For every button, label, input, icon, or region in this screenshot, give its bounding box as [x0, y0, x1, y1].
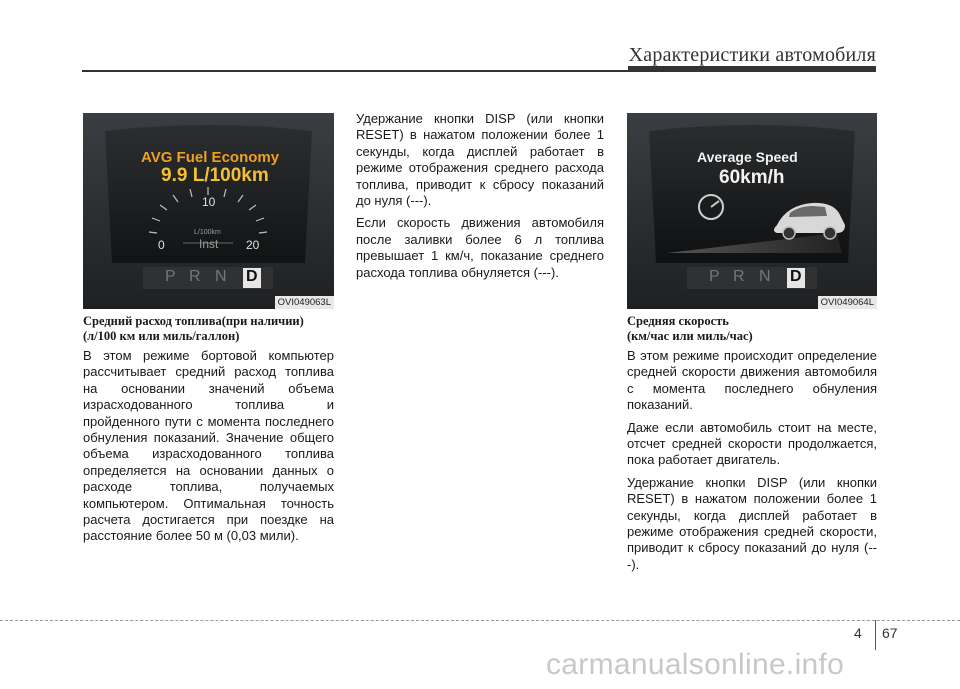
fuel-display-value: 9.9 L/100km	[161, 165, 269, 186]
body-paragraph: В этом режиме происходит определение средней скорости движения автомобиля с момента последнего обнуления показаний.	[627, 348, 877, 413]
gear-r: R	[189, 268, 201, 285]
page-number: 67	[882, 625, 898, 641]
heading-line: Средний расход топлива(при наличии)	[83, 314, 304, 328]
figure-code-left: OVI049063L	[275, 296, 334, 309]
body-paragraph: В этом режиме бортовой компьютер рассчитывает средний расход топлива на основании значений объема израсходованного топлива и пройденного пути с момента последнего обнуления показаний. Значение общего объема израсходованного топлива определяется на основании данных о расходе топлива, получаемых компьютером. Оптимальная точность расчета достигается при поездке на расстояние более 50 м (0,03 мили).	[83, 348, 334, 544]
left-column	[83, 314, 334, 551]
gauge-mode-label: Inst	[199, 237, 219, 251]
speed-display-title: Average Speed	[697, 149, 798, 165]
header-rule	[82, 70, 876, 72]
footer-rule	[0, 620, 960, 621]
middle-column	[356, 111, 604, 287]
average-speed-figure	[627, 113, 877, 309]
right-column	[627, 314, 877, 579]
page-number-separator	[875, 620, 876, 650]
gear-d: D	[790, 268, 802, 285]
heading-line: (л/100 км или миль/галлон)	[83, 329, 240, 343]
body-paragraph: Удержание кнопки DISP (или кнопки RESET) в нажатом положении более 1 секунды, когда дисплей работает в режиме отображения среднего расхода топлива, приводит к сбросу показаний до нуля (---).	[356, 111, 604, 209]
gear-d: D	[246, 268, 258, 285]
section-number: 4	[854, 625, 862, 641]
body-paragraph: Даже если автомобиль стоит на месте, отсчет средней скорости продолжается, пока работает двигатель.	[627, 419, 877, 468]
gauge-unit-label: L/100km	[194, 229, 221, 236]
heading-line: Средняя скорость	[627, 314, 729, 328]
gear-p: P	[709, 268, 720, 285]
gear-r: R	[733, 268, 745, 285]
body-paragraph: Удержание кнопки DISP (или кнопки RESET) в нажатом положении более 1 секунды, когда дисплей работает в режиме отображения средней скорости, приводит к сбросу показаний до нуля (---).	[627, 474, 877, 572]
figure-code-right: OVI049064L	[818, 296, 877, 309]
gauge-min-label: 0	[158, 238, 165, 252]
fuel-economy-figure	[83, 113, 334, 309]
watermark: carmanualsonline.info	[546, 648, 845, 681]
fuel-economy-heading	[83, 314, 334, 344]
gear-n: N	[215, 268, 227, 285]
gear-n: N	[759, 268, 771, 285]
page-header-title: Характеристики автомобиля	[628, 44, 876, 66]
average-speed-heading	[627, 314, 877, 344]
fuel-display-title: AVG Fuel Economy	[141, 149, 280, 166]
heading-line: (км/час или миль/час)	[627, 329, 753, 343]
gauge-mid-label: 10	[202, 195, 216, 209]
gauge-max-label: 20	[246, 238, 260, 252]
speed-display-value: 60km/h	[719, 167, 785, 188]
gear-p: P	[165, 268, 176, 285]
body-paragraph: Если скорость движения автомобиля после заливки более 6 л топлива превышает 1 км/ч, показание среднего расхода топлива обнуляется (---).	[356, 215, 604, 280]
